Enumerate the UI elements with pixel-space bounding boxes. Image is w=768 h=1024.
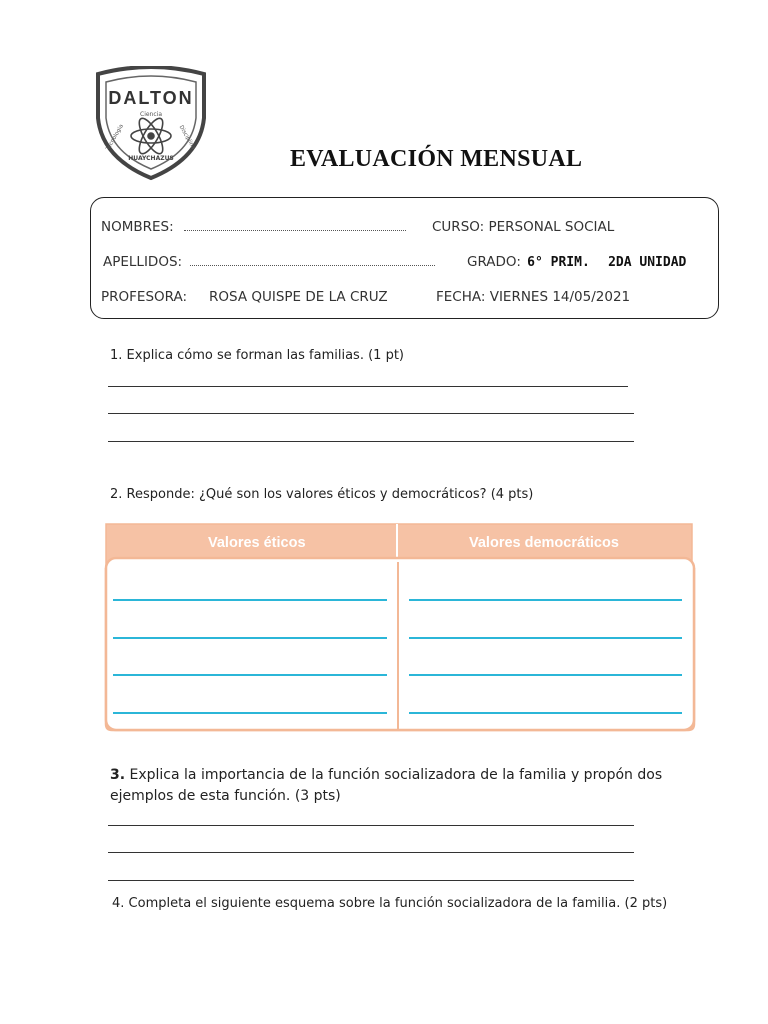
unidad-value: 2DA UNIDAD xyxy=(608,255,687,270)
profesora-label: PROFESORA: xyxy=(101,289,188,305)
curso-text: CURSO: PERSONAL SOCIAL xyxy=(432,219,615,235)
page-title: EVALUACIÓN MENSUAL xyxy=(290,146,583,172)
school-logo xyxy=(92,66,210,182)
apellidos-field[interactable] xyxy=(190,256,435,266)
answer-line[interactable] xyxy=(108,880,634,881)
apellidos-label: APELLIDOS: xyxy=(103,254,183,270)
apellidos-row xyxy=(103,254,435,270)
profesora-name: ROSA QUISPE DE LA CRUZ xyxy=(209,289,388,305)
nombres-row xyxy=(101,219,406,235)
question-3-line1: Explica la importancia de la función socializadora de la familia y propón dos xyxy=(125,767,663,783)
question-3-number: 3. xyxy=(110,767,126,783)
question-1: 1. Explica cómo se forman las familias. (1 pt) xyxy=(110,348,404,363)
question-4: 4. Completa el siguiente esquema sobre la función socializadora de la familia. (2 pts) xyxy=(112,896,668,911)
logo-location: HUAYCHAZUS xyxy=(128,155,174,162)
nombres-label: NOMBRES: xyxy=(101,219,174,235)
col-valores-eticos: Valores éticos xyxy=(208,535,306,551)
logo-motto-right: Disciplina xyxy=(177,124,197,151)
valores-table xyxy=(104,522,696,732)
logo-school-name: DALTON xyxy=(108,88,194,108)
fecha-text: FECHA: VIERNES 14/05/2021 xyxy=(436,289,631,305)
table-body xyxy=(106,558,694,730)
question-2: 2. Responde: ¿Qué son los valores éticos y democráticos? (4 pts) xyxy=(110,487,534,502)
logo-motto-left: Tecnologia xyxy=(105,123,125,152)
question-3-line2: ejemplos de esta función. (3 pts) xyxy=(110,788,341,804)
answer-line[interactable] xyxy=(108,852,634,853)
answer-line[interactable] xyxy=(108,825,634,826)
nombres-field[interactable] xyxy=(184,221,406,231)
question-3 xyxy=(110,765,670,807)
grado-row xyxy=(467,254,686,270)
answer-line[interactable] xyxy=(108,441,634,442)
grado-label: GRADO: xyxy=(467,254,521,270)
col-valores-democraticos: Valores democráticos xyxy=(469,535,619,551)
grado-value: 6° PRIM. xyxy=(527,255,590,270)
logo-motto-center: Ciencia xyxy=(140,111,162,118)
shield-icon xyxy=(92,66,210,182)
answer-line[interactable] xyxy=(108,413,634,414)
answer-line[interactable] xyxy=(108,386,628,387)
